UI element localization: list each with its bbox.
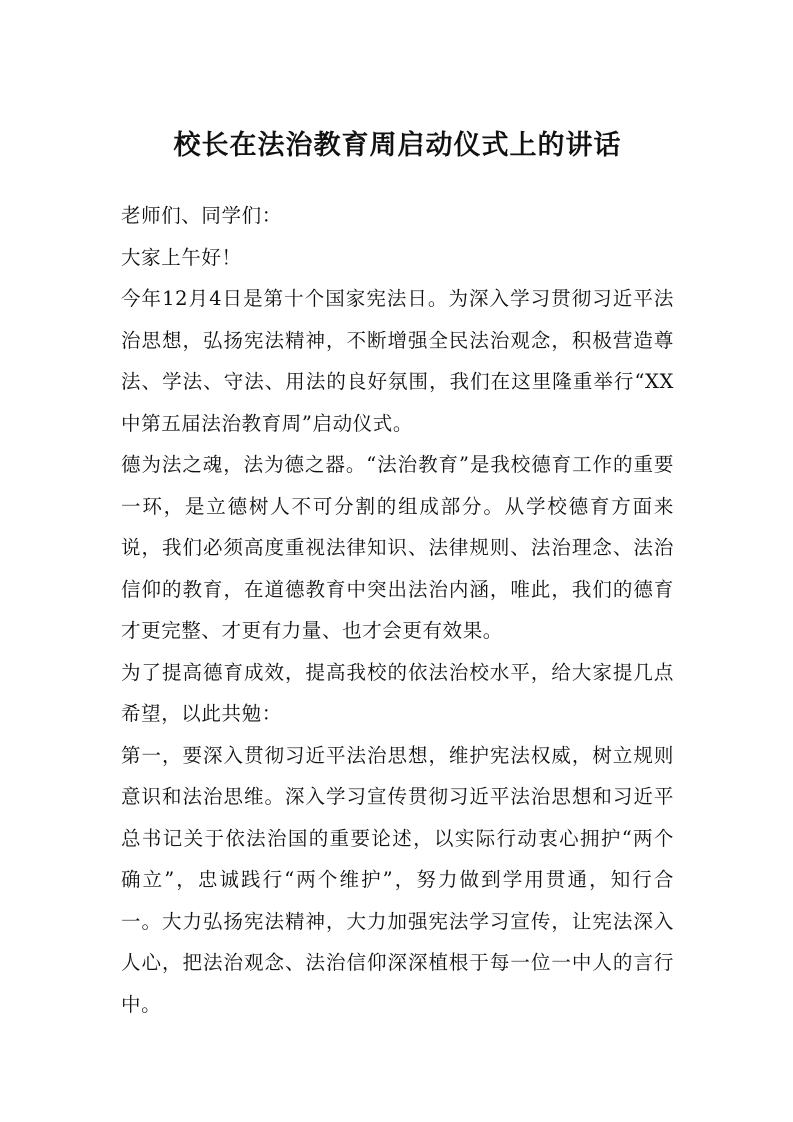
paragraph-moral-education: 德为法之魂，法为德之器。“法治教育”是我校德育工作的重要一环，是立德树人不可分割的组成部分。从学校德育方面来说，我们必须高度重视法律知识、法律规则、法治理念、法治信仰的教育，在道德教育中突出法治内涵，唯此，我们的德育才更完整、才更有力量、也才会更有效果。 xyxy=(121,453,674,642)
document-body xyxy=(121,195,674,1025)
paragraph-salutation: 老师们、同学们： xyxy=(121,204,282,227)
paragraph-greeting: 大家上午好！ xyxy=(121,245,242,269)
paragraph-point-one: 第一，要深入贯彻习近平法治思想，维护宪法权威，树立规则意识和法治思维。深入学习宣传贯彻习近平法治思想和习近平总书记关于依法治国的重要论述，以实际行动衷心拥护“两个确立”，忠诚践行“两个维护”，努力做到学用贯通，知行合一。大力弘扬宪法精神，大力加强宪法学习宣传，让宪法深入人心，把法治观念、法治信仰深深植根于每一位一中人的言行中。 xyxy=(121,743,674,1016)
paragraph-constitution-day: 今年12月4日是第十个国家宪法日。为深入学习贯彻习近平法治思想，弘扬宪法精神，不断增强全民法治观念，积极营造尊法、学法、守法、用法的良好氛围，我们在这里隆重举行“XX中第五届法治教育周”启动仪式。 xyxy=(121,287,674,435)
document-title: 校长在法治教育周启动仪式上的讲话 xyxy=(173,130,622,161)
paragraph-hopes-intro: 为了提高德育成效，提高我校的依法治校水平，给大家提几点希望，以此共勉： xyxy=(121,660,674,725)
